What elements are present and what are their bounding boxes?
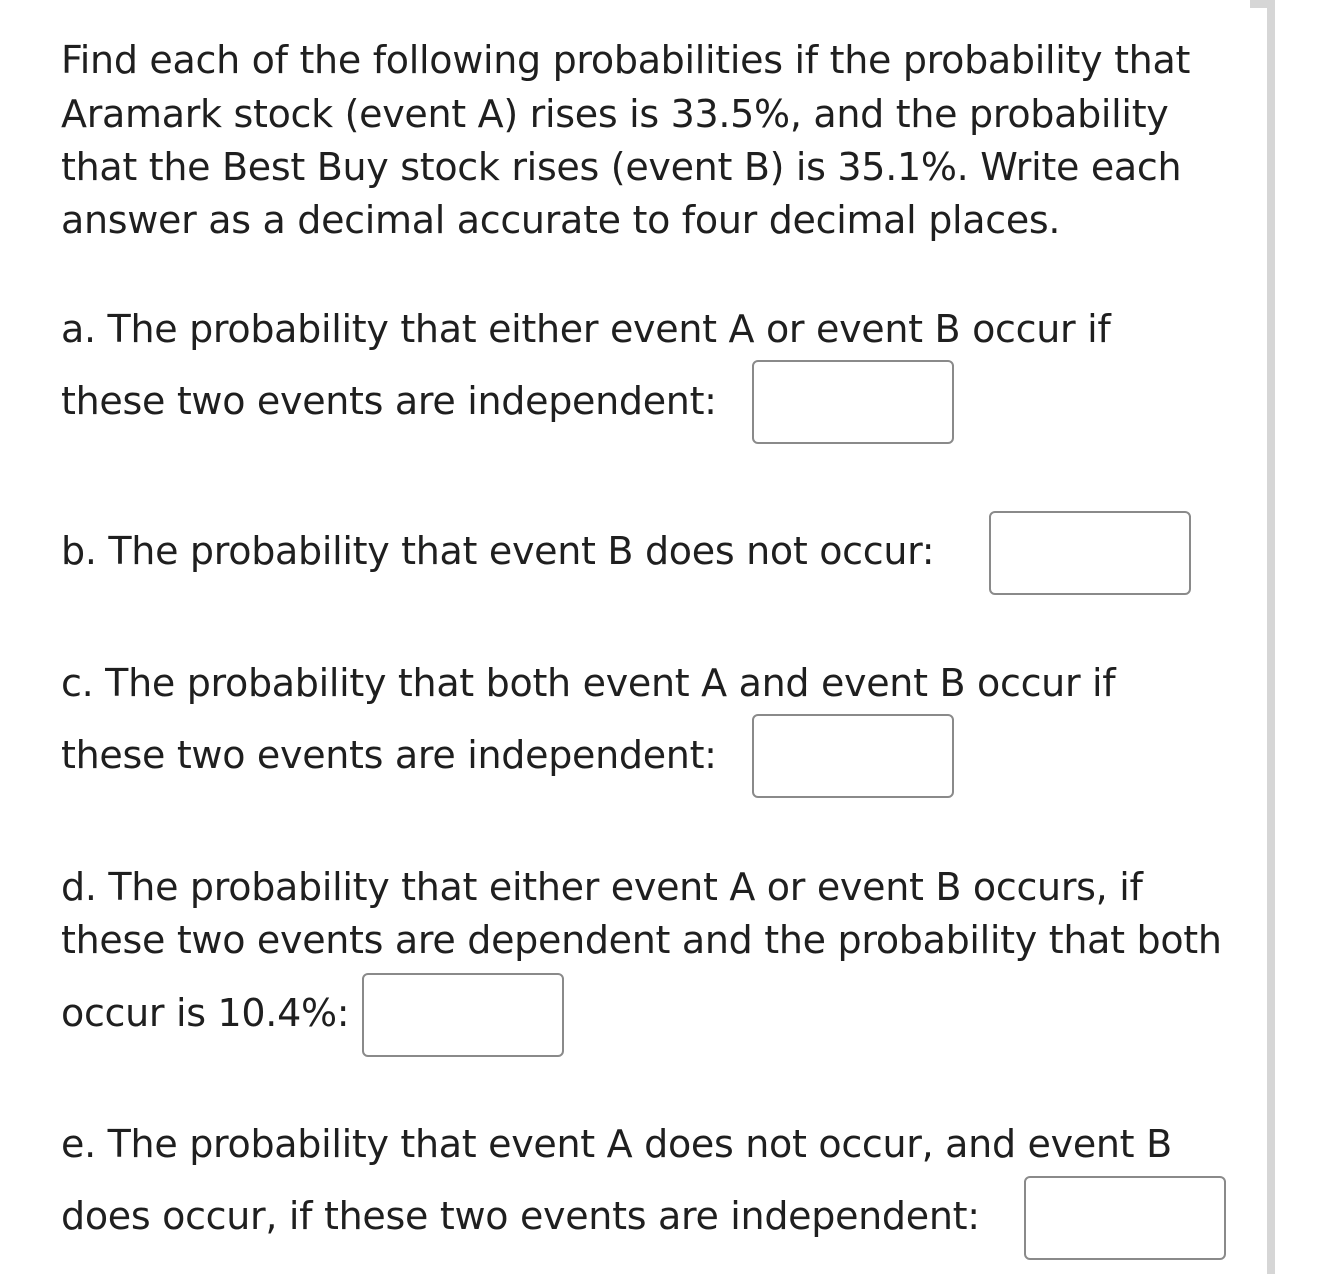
question-e-text: e. The probability that event A does not occur, and event B	[61, 1122, 1172, 1166]
question-d-text: these two events are dependent and the probability that both	[61, 918, 1222, 962]
question-b-text: b. The probability that event B does not occur:	[61, 529, 935, 573]
answer-input-d[interactable]	[362, 973, 564, 1057]
intro-line: Aramark stock (event A) rises is 33.5%, and the probability	[61, 92, 1169, 136]
question-d-text: d. The probability that either event A or event B occurs, if	[61, 865, 1143, 909]
intro-line: that the Best Buy stock rises (event B) is 35.1%. Write each	[61, 145, 1182, 189]
intro-line: answer as a decimal accurate to four decimal places.	[61, 198, 1061, 242]
question-a-text: these two events are independent:	[61, 379, 717, 423]
answer-input-a[interactable]	[752, 360, 954, 444]
answer-input-b[interactable]	[989, 511, 1191, 595]
question-c-text: these two events are independent:	[61, 733, 717, 777]
answer-input-e[interactable]	[1024, 1176, 1226, 1260]
frame-right-edge	[1267, 0, 1275, 1274]
intro-line: Find each of the following probabilities if the probability that	[61, 38, 1191, 82]
question-e-text: does occur, if these two events are independent:	[61, 1194, 980, 1238]
question-d-text: occur is 10.4%:	[61, 991, 350, 1035]
answer-input-c[interactable]	[752, 714, 954, 798]
question-a-text: a. The probability that either event A or event B occur if	[61, 307, 1111, 351]
question-c-text: c. The probability that both event A and event B occur if	[61, 661, 1116, 705]
